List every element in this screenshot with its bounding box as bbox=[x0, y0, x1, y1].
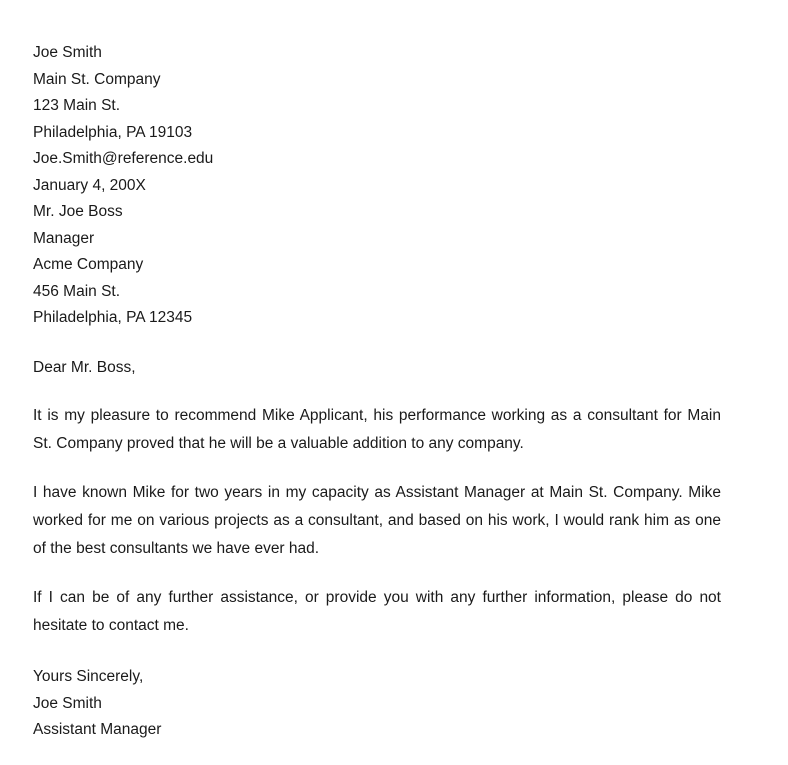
body-paragraph-2: I have known Mike for two years in my capacity as Assistant Manager at Main St. Company. Mike worked for me on various projects as a consultant, and based on his work, I would rank him as one of the best consultants we have ever had. bbox=[33, 484, 721, 557]
recipient-city-state-zip: Philadelphia, PA 12345 bbox=[33, 309, 193, 326]
sender-email: Joe.Smith@reference.edu bbox=[33, 150, 214, 167]
body-paragraph-1: It is my pleasure to recommend Mike Applicant, his performance working as a consultant for Main St. Company proved that he will be a valuable addition to any company. bbox=[33, 407, 721, 452]
signer-title: Assistant Manager bbox=[33, 721, 162, 738]
sender-company: Main St. Company bbox=[33, 70, 161, 88]
recipient-company: Acme Company bbox=[33, 256, 144, 273]
body-paragraph-3: If I can be of any further assistance, or provide you with any further information, please do not hesitate to contact me. bbox=[33, 589, 721, 634]
letter-body bbox=[33, 40, 721, 744]
signer-name: Joe Smith bbox=[33, 694, 102, 712]
recipient-title: Manager bbox=[33, 229, 95, 247]
sender-city-state-zip: Philadelphia, PA 19103 bbox=[33, 123, 193, 141]
sender-name: Joe Smith bbox=[33, 44, 102, 61]
recipient-name: Mr. Joe Boss bbox=[33, 203, 123, 220]
valediction: Yours Sincerely, bbox=[33, 668, 144, 685]
sender-address-block bbox=[33, 40, 721, 332]
letter-date: January 4, 200X bbox=[33, 176, 146, 194]
closing-block bbox=[33, 664, 721, 744]
sender-street: 123 Main St. bbox=[33, 97, 121, 114]
recipient-street: 456 Main St. bbox=[33, 282, 121, 300]
salutation: Dear Mr. Boss, bbox=[33, 358, 136, 376]
